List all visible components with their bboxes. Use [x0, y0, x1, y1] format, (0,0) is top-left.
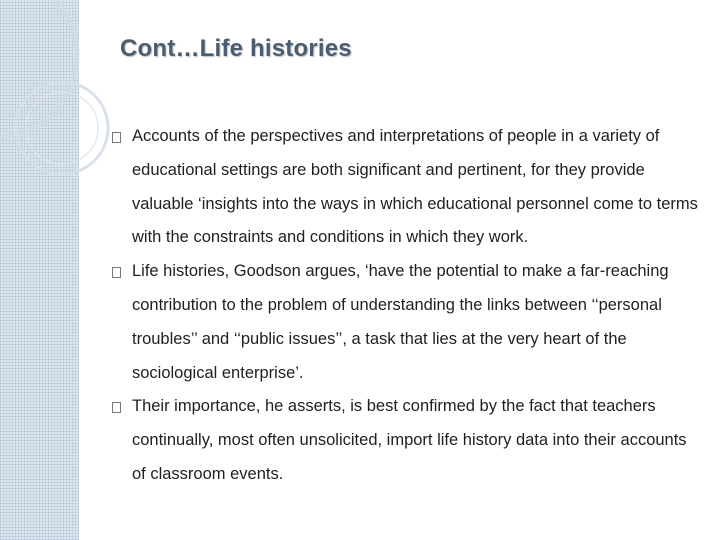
bullet-item — [112, 120, 704, 255]
bullet-text: Accounts of the perspectives and interpretations of people in a variety of educational settings are both significant and pertinent, for they provide valuable ‘insights into the ways in which educational personnel come to terms with the constraints and conditions in which they work. — [132, 127, 698, 247]
bullet-list — [112, 120, 704, 492]
decorative-circle-large — [0, 0, 77, 137]
bullet-marker-icon — [112, 132, 121, 143]
bullet-marker-icon — [112, 402, 121, 413]
bullet-marker-icon — [112, 267, 121, 278]
bullet-text: Their importance, he asserts, is best confirmed by the fact that teachers continually, most often unsolicited, import life history data into their accounts of classroom events. — [132, 397, 687, 483]
slide-title: Cont…Life histories — [120, 35, 352, 62]
bullet-item — [112, 390, 704, 491]
bullet-text: Life histories, Goodson argues, ‘have the potential to make a far-reaching contribution to the problem of understanding the links between ‘‘personal troubles’’ and ‘‘public issues’’, a task that lies at the very heart of the sociological enterprise’. — [132, 262, 669, 382]
bullet-item — [112, 255, 704, 390]
